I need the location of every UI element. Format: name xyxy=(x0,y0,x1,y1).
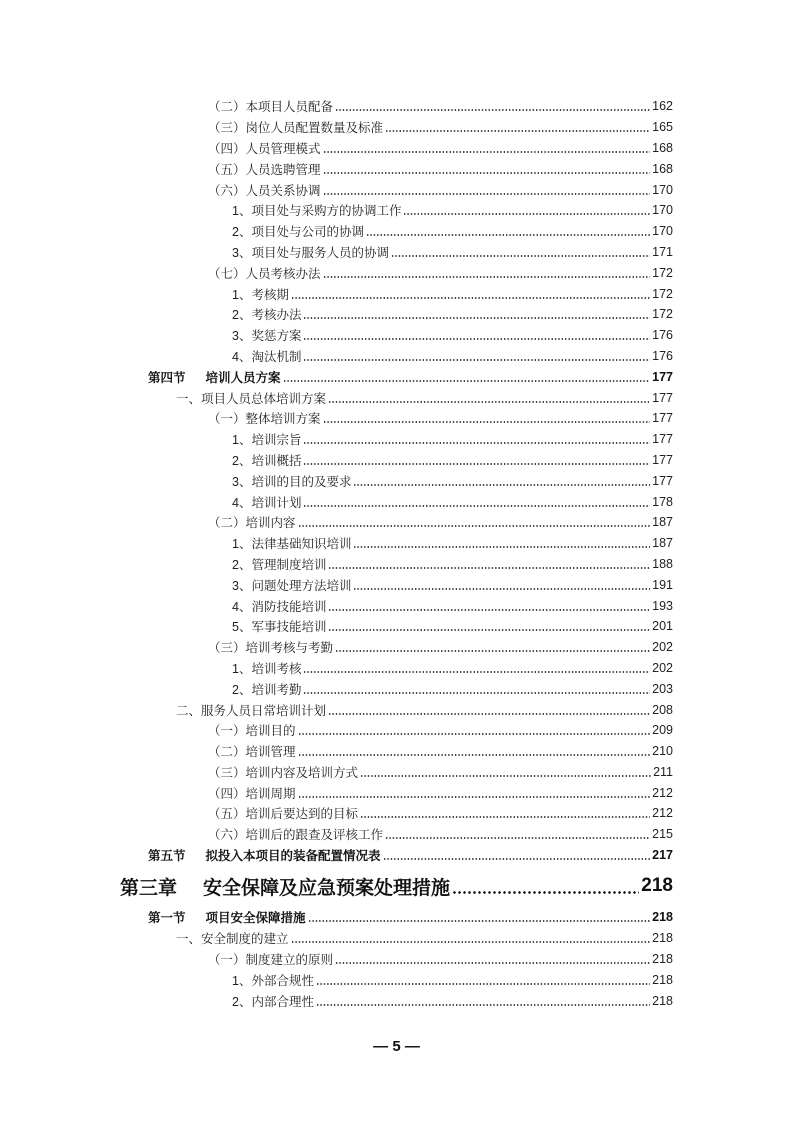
toc-page-number: 218 xyxy=(652,952,673,967)
toc-page-number: 201 xyxy=(652,619,673,634)
toc-entry[interactable] xyxy=(0,512,793,533)
dot-leader xyxy=(298,754,651,756)
toc-entry[interactable] xyxy=(0,304,793,325)
toc-entry[interactable] xyxy=(0,762,793,783)
dot-leader xyxy=(303,692,650,694)
toc-page-number: 218 xyxy=(652,931,673,946)
toc-entry-number: 第四节 xyxy=(148,370,186,385)
page-number: — 5 — xyxy=(373,1038,420,1055)
toc-page-number: 176 xyxy=(652,348,673,363)
dot-leader xyxy=(323,421,651,423)
toc-page-number: 187 xyxy=(652,536,673,551)
dot-leader xyxy=(335,109,650,111)
toc-entry-title xyxy=(148,368,283,386)
toc-entry[interactable] xyxy=(0,408,793,429)
toc-entry-title: （三）培训考核与考勤 xyxy=(208,641,334,656)
dot-leader xyxy=(353,546,650,548)
toc-entry-title: 2、项目处与公司的协调 xyxy=(232,225,364,240)
toc-entry-title: 3、问题处理方法培训 xyxy=(232,578,352,593)
toc-page-number: 218 xyxy=(652,972,673,987)
toc-entry[interactable] xyxy=(0,803,793,824)
toc-entry[interactable] xyxy=(0,346,793,367)
toc-entry-title: 2、管理制度培训 xyxy=(232,557,327,572)
toc-page-number: 165 xyxy=(652,120,673,135)
toc-entry[interactable] xyxy=(0,221,793,242)
toc-entry-label: 项目安全保障措施 xyxy=(205,911,306,926)
toc-entry-title: 1、考核期 xyxy=(232,287,289,302)
toc-page-number: 168 xyxy=(652,140,673,155)
toc-entry-title: 1、外部合规性 xyxy=(232,973,314,988)
dot-leader xyxy=(353,588,650,590)
dot-leader xyxy=(303,359,650,361)
toc-entry-number: 第三章 xyxy=(120,877,178,899)
toc-entry[interactable] xyxy=(0,658,793,679)
toc-entry[interactable] xyxy=(0,928,793,949)
dot-leader xyxy=(328,401,650,403)
toc-page-number: 172 xyxy=(652,286,673,301)
dot-leader xyxy=(452,891,639,894)
toc-page-number: 191 xyxy=(652,577,673,592)
dot-leader xyxy=(308,920,651,922)
toc-page-number: 177 xyxy=(652,473,673,488)
toc-page-number: 187 xyxy=(652,515,673,530)
dot-leader xyxy=(328,609,650,611)
dot-leader xyxy=(385,130,650,132)
toc-entry[interactable] xyxy=(0,824,793,845)
toc-page-number: 177 xyxy=(652,452,673,467)
toc-entry-title: 3、培训的目的及要求 xyxy=(232,474,352,489)
toc-page-number: 177 xyxy=(652,432,673,447)
toc-entry-title: 4、培训计划 xyxy=(232,495,302,510)
dot-leader xyxy=(328,713,650,715)
toc-page-number: 218 xyxy=(641,875,673,897)
toc-entry[interactable] xyxy=(0,200,793,221)
toc-entry-title: 2、培训概括 xyxy=(232,453,302,468)
toc-section-entry[interactable] xyxy=(0,845,793,866)
toc-entry[interactable] xyxy=(0,678,793,699)
toc-entry-title: （六）培训后的跟查及评核工作 xyxy=(208,828,384,843)
toc-entry-title: 3、奖惩方案 xyxy=(232,329,302,344)
toc-entry-title: 4、消防技能培训 xyxy=(232,599,327,614)
dot-leader xyxy=(316,1004,650,1006)
toc-entry[interactable] xyxy=(0,741,793,762)
toc-entry[interactable] xyxy=(0,262,793,283)
toc-entry[interactable] xyxy=(0,283,793,304)
toc-entry-title: （三）培训内容及培训方式 xyxy=(208,765,359,780)
toc-entry-title xyxy=(148,846,383,864)
toc-entry-number: 第五节 xyxy=(148,849,186,864)
toc-entry[interactable] xyxy=(0,533,793,554)
toc-entry-title: 一、安全制度的建立 xyxy=(176,932,289,947)
toc-entry-title: 1、项目处与采购方的协调工作 xyxy=(232,204,402,219)
dot-leader xyxy=(303,505,650,507)
toc-entry[interactable] xyxy=(0,450,793,471)
toc-page-number: 210 xyxy=(652,744,673,759)
toc-entry-title: 2、培训考勤 xyxy=(232,682,302,697)
dot-leader xyxy=(283,380,651,382)
toc-page-number: 170 xyxy=(652,224,673,239)
toc-page-number: 208 xyxy=(652,702,673,717)
toc-entry[interactable] xyxy=(0,990,793,1011)
toc-page-number: 215 xyxy=(652,827,673,842)
dot-leader xyxy=(335,962,650,964)
toc-entry-title: （一）整体培训方案 xyxy=(208,412,321,427)
toc-entry[interactable] xyxy=(0,429,793,450)
dot-leader xyxy=(385,837,650,839)
toc-chapter-entry[interactable] xyxy=(0,865,793,907)
dot-leader xyxy=(298,525,651,527)
toc-entry-title: （二）培训管理 xyxy=(208,745,296,760)
toc-entry-title: （二）培训内容 xyxy=(208,516,296,531)
toc-entry-title: （二）本项目人员配备 xyxy=(208,100,334,115)
toc-entry-title: （一）制度建立的原则 xyxy=(208,953,334,968)
toc-entry[interactable] xyxy=(0,138,793,159)
table-of-contents xyxy=(0,96,793,1011)
toc-entry-title: 2、考核办法 xyxy=(232,308,302,323)
dot-leader xyxy=(335,650,650,652)
dot-leader xyxy=(303,317,650,319)
toc-entry-title: 5、军事技能培训 xyxy=(232,620,327,635)
toc-entry-title: 一、项目人员总体培训方案 xyxy=(176,391,327,406)
toc-entry-title: （五）培训后要达到的目标 xyxy=(208,807,359,822)
toc-page-number: 177 xyxy=(652,369,673,384)
toc-entry-label: 安全保障及应急预案处理措施 xyxy=(203,877,451,899)
toc-entry-title: 2、内部合理性 xyxy=(232,994,314,1009)
dot-leader xyxy=(303,463,650,465)
toc-entry-title xyxy=(120,873,452,900)
toc-page-number: 212 xyxy=(652,806,673,821)
toc-entry-title: （四）人员管理模式 xyxy=(208,141,321,156)
toc-entry[interactable] xyxy=(0,637,793,658)
dot-leader xyxy=(353,484,650,486)
dot-leader xyxy=(403,213,650,215)
toc-page-number: 202 xyxy=(652,640,673,655)
toc-entry[interactable] xyxy=(0,949,793,970)
toc-entry-title: （三）岗位人员配置数量及标准 xyxy=(208,121,384,136)
toc-entry-title: 4、淘汰机制 xyxy=(232,349,302,364)
dot-leader xyxy=(303,671,650,673)
dot-leader xyxy=(316,983,650,985)
toc-entry-label: 培训人员方案 xyxy=(205,370,281,385)
dot-leader xyxy=(303,338,650,340)
toc-page-number: 171 xyxy=(652,244,673,259)
toc-page-number: 217 xyxy=(652,848,673,863)
toc-page-number: 177 xyxy=(652,411,673,426)
toc-entry-title: （四）培训周期 xyxy=(208,786,296,801)
dot-leader xyxy=(303,442,650,444)
dot-leader xyxy=(323,172,651,174)
toc-entry[interactable] xyxy=(0,782,793,803)
dot-leader xyxy=(328,629,650,631)
dot-leader xyxy=(360,775,651,777)
dot-leader xyxy=(391,255,650,257)
toc-entry-title: 3、项目处与服务人员的协调 xyxy=(232,245,389,260)
dot-leader xyxy=(383,858,651,860)
toc-page-number: 218 xyxy=(652,993,673,1008)
toc-entry-label: 拟投入本项目的装备配置情况表 xyxy=(205,849,381,864)
toc-entry-title: 1、培训考核 xyxy=(232,661,302,676)
dot-leader xyxy=(291,941,651,943)
toc-entry[interactable] xyxy=(0,969,793,990)
toc-entry[interactable] xyxy=(0,242,793,263)
toc-entry-title: （一）培训目的 xyxy=(208,724,296,739)
dot-leader xyxy=(366,234,650,236)
toc-entry[interactable] xyxy=(0,96,793,117)
toc-entry[interactable] xyxy=(0,720,793,741)
toc-entry[interactable] xyxy=(0,117,793,138)
toc-page-number: 178 xyxy=(652,494,673,509)
toc-page-number: 170 xyxy=(652,203,673,218)
toc-entry-title: 1、培训宗旨 xyxy=(232,433,302,448)
toc-page-number: 177 xyxy=(652,390,673,405)
toc-page-number: 202 xyxy=(652,660,673,675)
dot-leader xyxy=(291,297,650,299)
dot-leader xyxy=(328,567,650,569)
toc-entry[interactable] xyxy=(0,491,793,512)
toc-entry[interactable] xyxy=(0,387,793,408)
dot-leader xyxy=(298,733,651,735)
dot-leader xyxy=(298,796,651,798)
toc-entry-title: （七）人员考核办法 xyxy=(208,266,321,281)
toc-page-number: 170 xyxy=(652,182,673,197)
toc-page-number: 193 xyxy=(652,598,673,613)
toc-page-number: 162 xyxy=(652,99,673,114)
toc-entry-title: 1、法律基础知识培训 xyxy=(232,537,352,552)
dot-leader xyxy=(323,193,651,195)
toc-page-number: 188 xyxy=(652,556,673,571)
toc-page-number: 172 xyxy=(652,265,673,280)
toc-page-number: 212 xyxy=(652,785,673,800)
toc-page-number: 203 xyxy=(652,681,673,696)
dot-leader xyxy=(360,816,650,818)
toc-section-entry[interactable] xyxy=(0,907,793,928)
toc-entry-title: （五）人员选聘管理 xyxy=(208,162,321,177)
toc-entry[interactable] xyxy=(0,325,793,346)
toc-entry[interactable] xyxy=(0,554,793,575)
toc-page-number: 211 xyxy=(653,764,673,779)
toc-entry-title xyxy=(148,908,308,926)
toc-page-number: 172 xyxy=(652,307,673,322)
toc-page-number: 176 xyxy=(652,328,673,343)
toc-entry[interactable] xyxy=(0,616,793,637)
toc-entry[interactable] xyxy=(0,595,793,616)
toc-entry-title: 二、服务人员日常培训计划 xyxy=(176,703,327,718)
toc-entry-number: 第一节 xyxy=(148,911,186,926)
toc-page-number: 209 xyxy=(652,723,673,738)
toc-entry[interactable] xyxy=(0,574,793,595)
toc-entry[interactable] xyxy=(0,179,793,200)
toc-page-number: 218 xyxy=(652,910,673,925)
toc-entry-title: （六）人员关系协调 xyxy=(208,183,321,198)
toc-page-number: 168 xyxy=(652,161,673,176)
dot-leader xyxy=(323,276,651,278)
toc-section-entry[interactable] xyxy=(0,366,793,387)
toc-entry[interactable] xyxy=(0,470,793,491)
dot-leader xyxy=(323,151,651,153)
toc-entry[interactable] xyxy=(0,158,793,179)
toc-entry[interactable] xyxy=(0,699,793,720)
